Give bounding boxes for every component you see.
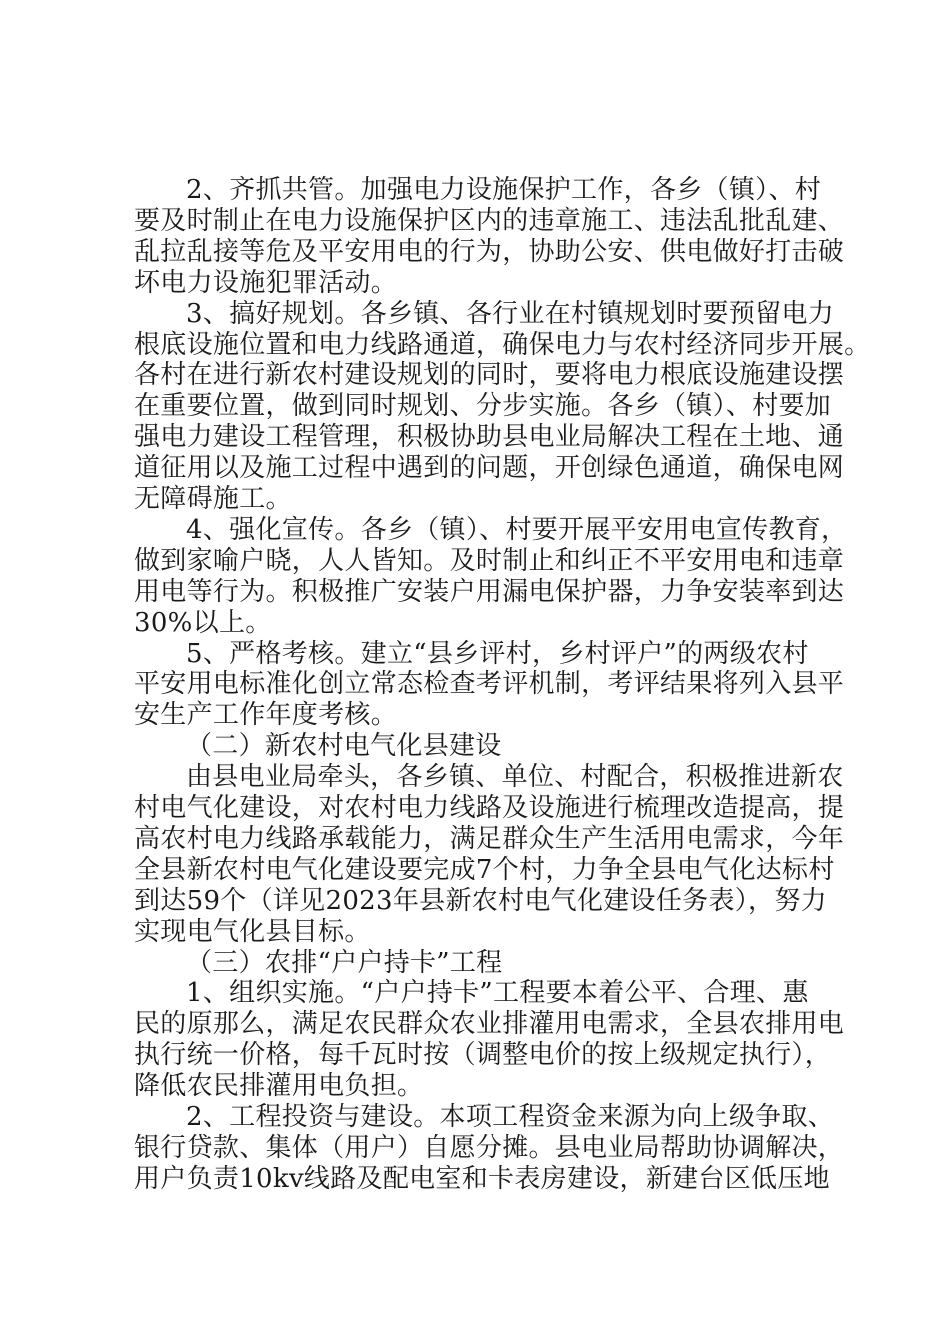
paragraph-line: 乱拉乱接等危及平安用电的行为，协助公安、供电做好打击破 [134,237,845,267]
paragraph-line: 降低农民排灌用电负担。 [134,1071,424,1101]
paragraph-line: 实现电气化县目标。 [134,917,371,947]
paragraph-line: 要及时制止在电力设施保护区内的违章施工、违法乱批乱建、 [134,206,845,236]
paragraph-line: 5、严格考核。建立“县乡评村，乡村评户”的两级农村 [186,639,809,669]
paragraph-line: 银行贷款、集体（用户）自愿分摊。县电业局帮助协调解决， [134,1133,845,1163]
paragraph-line: 全县新农村电气化建设要完成7个村，力争全县电气化达标村 [134,855,835,885]
paragraph-line: 到达59个（详见2023年县新农村电气化建设任务表），努力 [134,886,827,916]
paragraph-line: 在重要位置，做到同时规划、分步实施。各乡（镇）、村要加 [134,391,832,421]
section-heading: （三）农排“户户持卡”工程 [186,948,503,978]
paragraph-line: 30%以上。 [134,608,272,638]
paragraph-line: 坏电力设施犯罪活动。 [134,268,398,298]
paragraph-line: 无障碍施工。 [134,484,292,514]
paragraph-line: 执行统一价格，每千瓦时按（调整电价的按上级规定执行）， [134,1040,832,1070]
paragraph-line: 2、齐抓共管。加强电力设施保护工作，各乡（镇）、村 [186,175,822,205]
paragraph-line: 各村在进行新农村建设规划的同时，要将电力根底设施建设摆 [134,360,845,390]
paragraph-line: 由县电业局牵头，各乡镇、单位、村配合，积极推进新农 [186,762,844,792]
paragraph-line: 高农村电力线路承载能力，满足群众生产生活用电需求，今年 [134,824,845,854]
paragraph-line: 安生产工作年度考核。 [134,700,398,730]
paragraph-line: 做到家喻户晓，人人皆知。及时制止和纠正不平安用电和违章 [134,546,845,576]
paragraph-line: 根底设施位置和电力线路通道，确保电力与农村经济同步开展。 [134,330,871,360]
paragraph-line: 强电力建设工程管理，积极协助县电业局解决工程在土地、通 [134,422,845,452]
paragraph-line: 1、组织实施。“户户持卡”工程要本着公平、合理、惠 [186,978,809,1008]
section-heading: （二）新农村电气化县建设 [186,731,502,761]
paragraph-line: 3、搞好规划。各乡镇、各行业在村镇规划时要预留电力 [186,299,835,329]
paragraph-line: 2、工程投资与建设。本项工程资金来源为向上级争取、 [186,1102,835,1132]
paragraph-line: 民的原那么，满足农民群众农业排灌用电需求，全县农排用电 [134,1009,845,1039]
paragraph-line: 4、强化宣传。各乡（镇）、村要开展平安用电宣传教育， [186,515,848,545]
paragraph-line: 道征用以及施工过程中遇到的问题，开创绿色通道，确保电网 [134,453,845,483]
paragraph-line: 村电气化建设，对农村电力线路及设施进行梳理改造提高，提 [134,793,845,823]
paragraph-line: 用户负责10kv线路及配电室和卡表房建设，新建台区低压地 [134,1164,830,1194]
paragraph-line: 平安用电标准化创立常态检查考评机制，考评结果将列入县平 [134,669,845,699]
paragraph-line: 用电等行为。积极推广安装户用漏电保护器，力争安装率到达 [134,577,845,607]
